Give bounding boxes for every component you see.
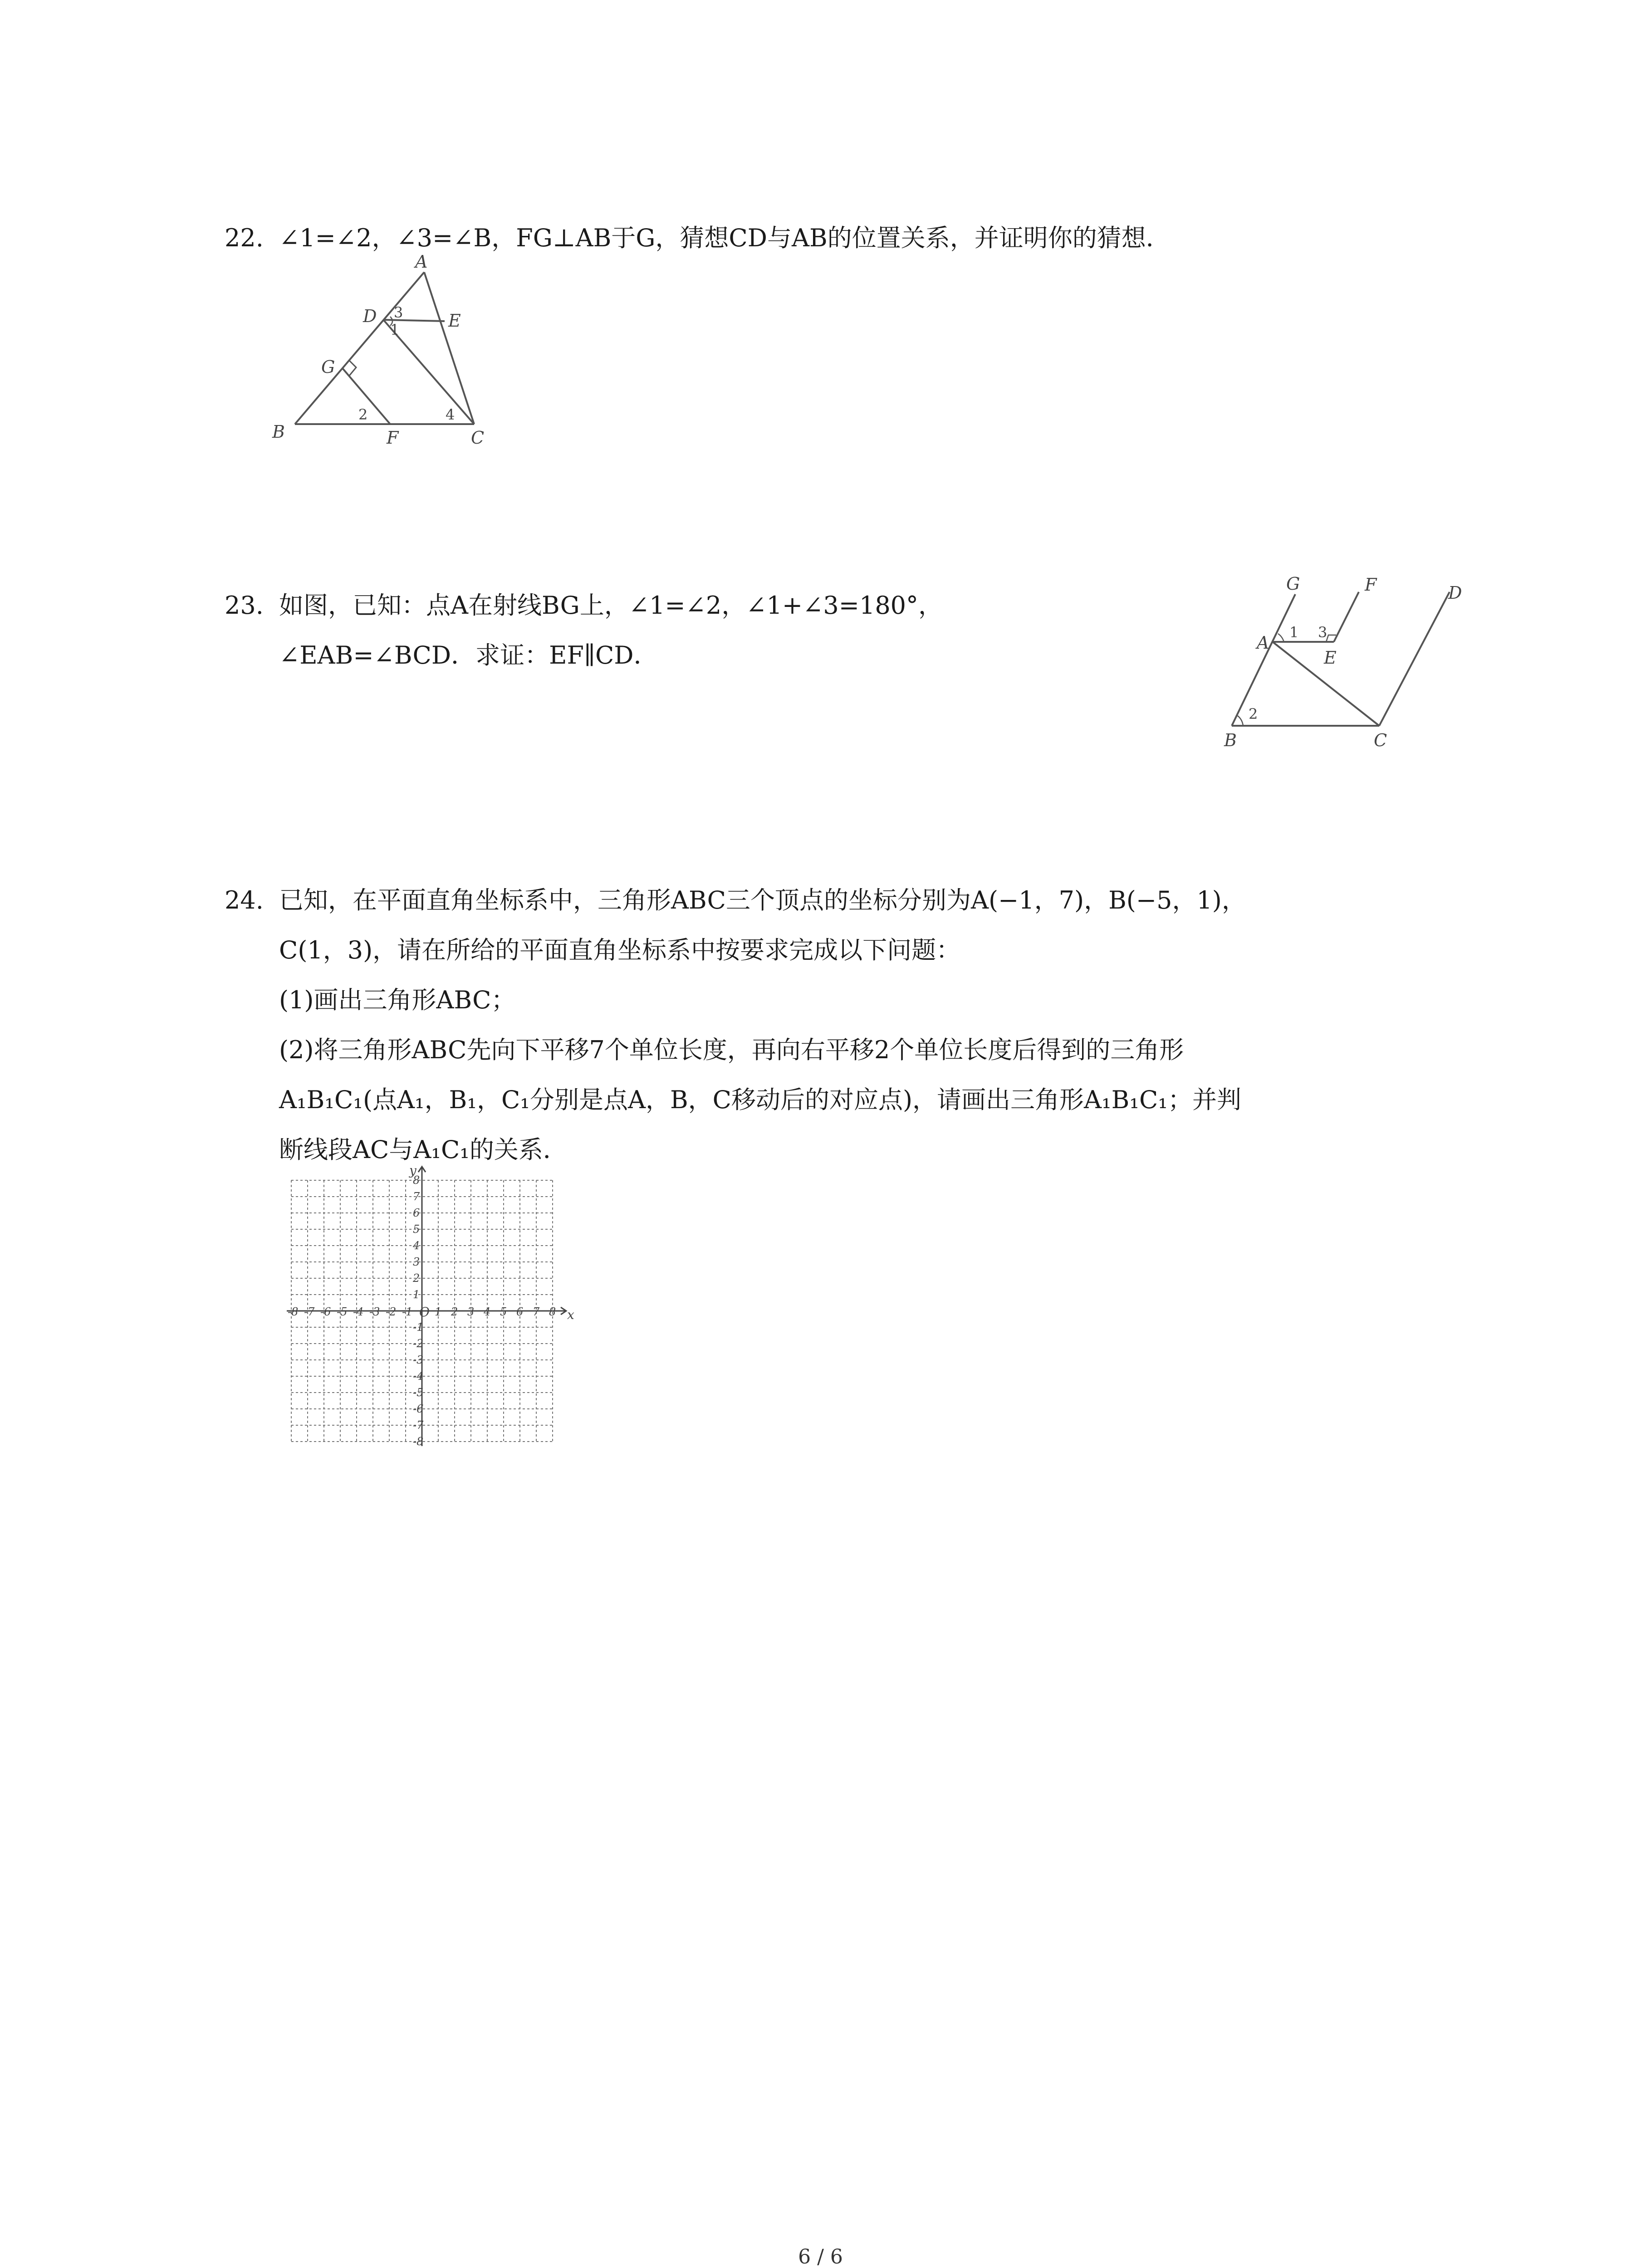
question-number: 23.: [225, 591, 264, 620]
question-number: 22.: [225, 224, 264, 252]
x-tick-label: -2: [386, 1305, 397, 1318]
question-23: [225, 581, 943, 680]
question-text-line-2: ∠EAB=∠BCD．求证：EF∥CD．: [279, 641, 658, 670]
y-tick-label: 6: [413, 1207, 420, 1219]
label-B: B: [272, 422, 285, 442]
x-tick-label: -8: [288, 1305, 299, 1318]
question-text: ∠1=∠2，∠3=∠B，FG⊥AB于G，猜想CD与AB的位置关系，并证明你的猜想．: [279, 224, 1171, 252]
x-tick-label: -3: [369, 1305, 380, 1318]
label-C: C: [1374, 730, 1387, 750]
y-tick-label: -8: [413, 1435, 424, 1448]
label-G: G: [321, 357, 335, 377]
label-angle-3: 3: [394, 304, 403, 321]
label-C: C: [471, 428, 485, 448]
question-text-line-1: 已知，在平面直角坐标系中，三角形ABC三个顶点的坐标分别为A(−1，7)，B(−5，1)，: [279, 886, 1246, 914]
x-tick-label: -6: [320, 1305, 331, 1318]
label-F: F: [387, 428, 399, 448]
label-E: E: [448, 311, 461, 331]
y-tick-label: 5: [413, 1223, 420, 1236]
label-G: G: [1286, 574, 1300, 594]
label-angle-2: 2: [358, 406, 368, 423]
y-tick-label: -1: [413, 1321, 424, 1334]
page-footer: [0, 2245, 1641, 2268]
x-tick-label: 1: [435, 1305, 442, 1318]
y-tick-label: 7: [413, 1190, 420, 1203]
x-axis-label: x: [567, 1307, 574, 1322]
question-part-2-line-3: 断线段AC与A₁C₁的关系．: [279, 1135, 568, 1164]
label-E: E: [1324, 648, 1337, 668]
label-D: D: [363, 306, 377, 326]
x-tick-label: -4: [353, 1305, 364, 1318]
y-tick-label: 2: [413, 1272, 420, 1285]
label-angle-3: 3: [1318, 624, 1327, 641]
coordinate-grid: [272, 1161, 590, 1461]
x-tick-label: 2: [451, 1305, 458, 1318]
y-tick-label: 3: [413, 1256, 420, 1268]
x-tick-label: -5: [337, 1305, 348, 1318]
y-tick-label: 8: [413, 1174, 420, 1187]
y-tick-label: -4: [413, 1370, 424, 1383]
y-axis-label: y: [409, 1163, 416, 1178]
y-tick-label: -3: [413, 1354, 424, 1366]
origin-label: O: [419, 1305, 430, 1320]
question-24: [225, 875, 1246, 1175]
y-tick-label: 1: [413, 1288, 420, 1301]
y-tick-label: -5: [413, 1386, 424, 1399]
x-tick-label: 8: [549, 1305, 556, 1318]
question-part-2-line-1: (2)将三角形ABC先向下平移7个单位长度，再向右平移2个单位长度后得到的三角形: [279, 1036, 1184, 1064]
question-number: 24.: [225, 886, 264, 914]
x-tick-label: 4: [484, 1305, 491, 1318]
label-A: A: [415, 254, 428, 272]
x-tick-label: 5: [500, 1305, 507, 1318]
figure-22-triangle: [268, 254, 504, 454]
label-angle-4: 4: [446, 406, 455, 423]
y-tick-label: -2: [413, 1337, 424, 1350]
x-tick-label: 3: [467, 1305, 475, 1318]
x-tick-label: -7: [304, 1305, 315, 1318]
label-F: F: [1365, 575, 1377, 595]
label-D: D: [1448, 583, 1462, 603]
label-angle-1: 1: [1289, 624, 1299, 641]
y-tick-label: -7: [413, 1419, 424, 1432]
question-text-line-2: C(1，3)，请在所给的平面直角坐标系中按要求完成以下问题：: [279, 936, 961, 964]
y-tick-label: -6: [413, 1403, 424, 1415]
question-part-1: (1)画出三角形ABC；: [279, 986, 516, 1014]
question-part-2-line-2: A₁B₁C₁(点A₁，B₁，C₁分别是点A，B，C移动后的对应点)，请画出三角形A₁B₁C₁；并判: [279, 1085, 1241, 1114]
label-B: B: [1224, 730, 1237, 750]
question-text-line-1: 如图，已知：点A在射线BG上，∠1=∠2，∠1+∠3=180°，: [279, 591, 943, 620]
label-angle-2: 2: [1249, 705, 1258, 723]
x-tick-label: -1: [402, 1305, 413, 1318]
x-tick-label: 6: [516, 1305, 524, 1318]
y-tick-label: 4: [413, 1239, 420, 1252]
figure-23-parallel-lines: [1211, 572, 1470, 753]
page-number: 6 / 6: [798, 2245, 843, 2268]
x-tick-label: 7: [533, 1305, 540, 1318]
label-angle-1: 1: [390, 321, 400, 338]
label-A: A: [1257, 633, 1269, 653]
